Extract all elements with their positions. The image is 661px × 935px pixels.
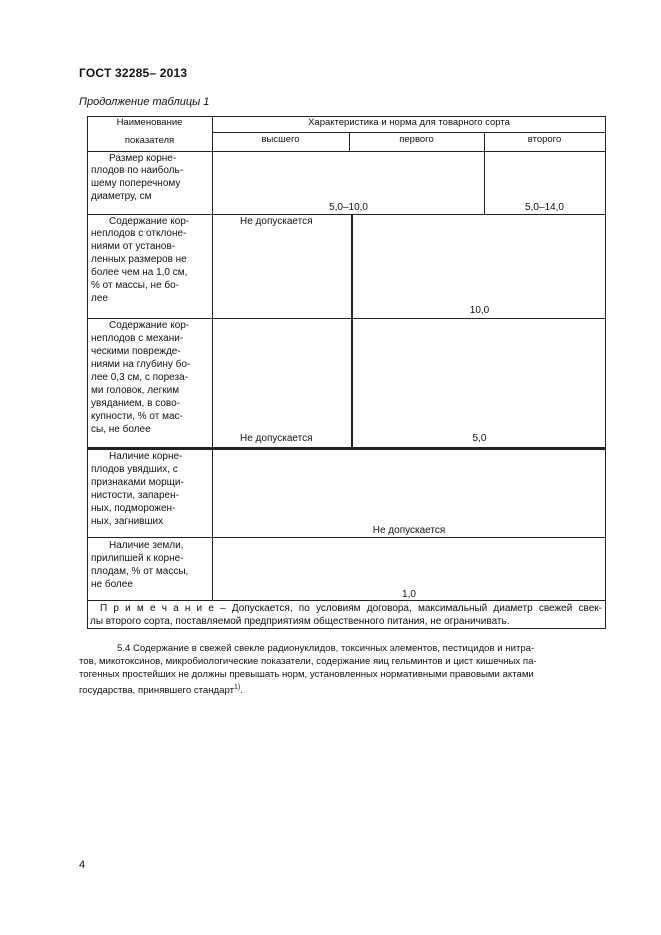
value-cell: Не допускается bbox=[372, 525, 446, 536]
column-header-name-cont: показателя bbox=[124, 135, 175, 146]
column-header-grade-first: первого bbox=[399, 134, 434, 145]
column-header-grade-top: высшего bbox=[261, 134, 300, 145]
value-cell: 10,0 bbox=[469, 305, 490, 316]
value-cell: 5,0 bbox=[472, 433, 487, 444]
column-header-name: Наименование bbox=[116, 117, 183, 128]
footnote-mark: 1) bbox=[233, 684, 241, 691]
page-number: 4 bbox=[79, 859, 86, 871]
document-header: ГОСТ 32285– 2013 bbox=[79, 66, 188, 80]
table-caption: Продолжение таблицы 1 bbox=[79, 96, 210, 108]
column-header-grade-second: второго bbox=[527, 134, 562, 145]
column-header-group: Характеристика и норма для товарного сорта bbox=[308, 117, 510, 128]
value-cell: 5,0–10,0 bbox=[329, 202, 368, 213]
value-cell: 5,0–14,0 bbox=[525, 202, 564, 213]
value-cell: 1,0 bbox=[402, 589, 416, 600]
value-cell: Не допускается bbox=[240, 216, 313, 227]
value-cell: Не допускается bbox=[240, 433, 313, 444]
